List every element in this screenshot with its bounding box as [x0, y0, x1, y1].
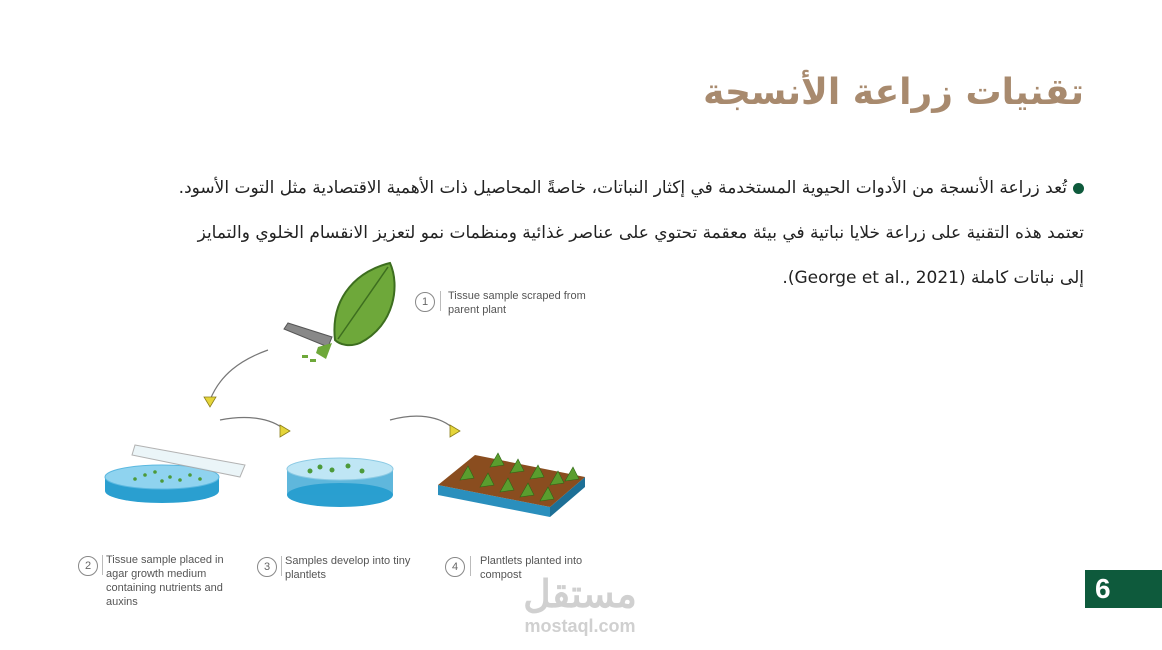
- step-3-caption: Samples develop into tiny plantlets: [285, 555, 411, 581]
- step-1-caption: Tissue sample scraped from parent plant: [448, 290, 586, 316]
- step-3-divider: [281, 556, 282, 576]
- arrowhead-icon: [280, 425, 290, 437]
- step-1-number: 1: [415, 292, 435, 312]
- compost-tray-icon: [438, 453, 585, 517]
- watermark: [510, 574, 650, 636]
- step-2-number: 2: [78, 556, 98, 576]
- arrow-icon: [210, 350, 455, 430]
- step-3-number: 3: [257, 557, 277, 577]
- paragraph-line-2: تعتمد هذه التقنية على زراعة خلايا نباتية في بيئة معقمة تحتوي على عناصر غذائية ومنظمات نمو لتعزيز الانقسام الخلوي والتمايز: [197, 223, 1084, 243]
- paragraph-line-3: إلى نباتات كاملة (George et al., 2021).: [782, 268, 1084, 288]
- step-1-divider: [440, 291, 441, 311]
- paragraph-line-1-text: تُعد زراعة الأنسجة من الأدوات الحيوية المستخدمة في إكثار النباتات، خاصةً المحاصيل ذات الأهمية الاقتصادية مثل التوت الأسود.: [178, 178, 1067, 198]
- page-number: 6: [1085, 570, 1162, 608]
- watermark-arabic: مستقل: [523, 574, 637, 616]
- step-4-divider: [470, 556, 471, 576]
- step-4-number: 4: [445, 557, 465, 577]
- petri-dish-icon: [287, 458, 393, 507]
- paragraph-line-1: [94, 166, 1084, 211]
- arrowhead-icon: [450, 425, 460, 437]
- bullet-dot-icon: [1073, 183, 1084, 194]
- step-4-caption: Plantlets planted into compost: [480, 555, 583, 581]
- petri-dish-icon: [105, 445, 245, 503]
- watermark-latin: mostaql.com: [524, 616, 636, 636]
- step-2-caption: Tissue sample placed in agar growth medium containing nutrients and auxins: [106, 554, 224, 608]
- slide-title: تقنيات زراعة الأنسجة: [703, 72, 1084, 113]
- arrowhead-icon: [204, 397, 216, 407]
- scalpel-icon: [284, 323, 332, 362]
- step-2-divider: [102, 555, 103, 575]
- tissue-culture-figure: [70, 255, 630, 625]
- leaf-icon: [334, 263, 394, 345]
